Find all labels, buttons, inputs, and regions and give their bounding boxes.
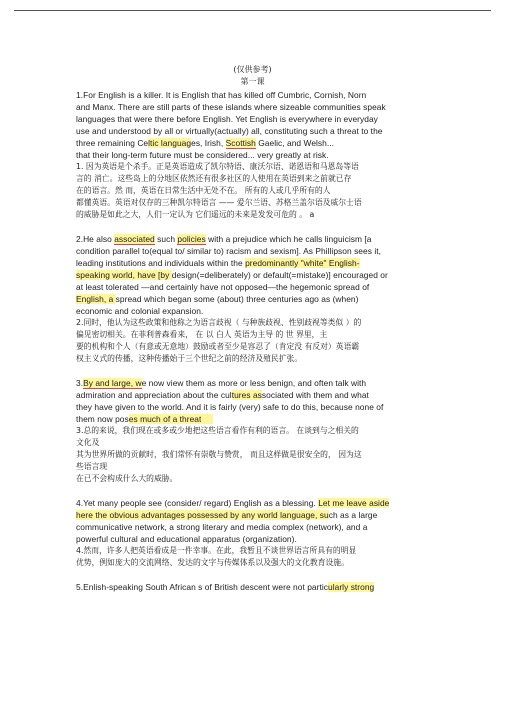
highlight: associated xyxy=(114,234,155,244)
spacer xyxy=(76,569,436,581)
text-line: use and understood by all or virtually(actually) all, constituting such a threat to the xyxy=(76,126,383,136)
translation-line: 其为世界所做的贡献时，我们常怀有崇敬与赞赏， 而且这样做是很安全的， 因为这 xyxy=(76,450,362,459)
highlight: tures as xyxy=(231,390,262,400)
text-run: es, Irish, xyxy=(191,138,226,148)
text-line xyxy=(76,377,436,389)
highlight: speaking world, have [by xyxy=(76,270,172,280)
text-line: economic and colonial expansion. xyxy=(76,306,204,316)
translation-line: 在的语言。然 而，英语在日常生活中无处不在。 所有的人或几乎所有的人 xyxy=(76,186,331,195)
highlight: ularly strong xyxy=(328,582,375,592)
text-run: 3. xyxy=(76,378,84,388)
paragraph-1 xyxy=(76,89,436,221)
text-run: Gaelic, and Welsh... xyxy=(255,138,335,148)
paragraph-4 xyxy=(76,497,436,569)
translation-line: 2.同时，他认为这些政策和他称之为语言歧视（ 与种族歧视、性别歧视等类似 ）的 xyxy=(76,318,362,327)
highlight: predominantly "white" English- xyxy=(245,258,360,268)
text-line xyxy=(76,581,436,593)
translation-line: 优势，例如庞大的交流网络、发达的文字与传媒体系以及强大的文化教育设施。 xyxy=(76,558,349,567)
highlight: es much of a threat xyxy=(128,414,202,424)
text-line: languages that were there before English. Yet English is everywhere in everyday xyxy=(76,114,378,124)
text-line xyxy=(76,269,436,281)
text-run: design(=deliberately) or default(=mistake)] encouraged or xyxy=(171,270,388,280)
text-line: condition parallel to(equal to/ similar to) racism and sexism]. As Phillipson sees it, xyxy=(76,246,381,256)
text-line xyxy=(76,497,436,509)
highlight: ltic languag xyxy=(148,138,192,148)
text-run: 5.Enlish-speaking South African s of British descent were not partic xyxy=(76,582,328,592)
translation-line: 3.总的来说，我们现在或多或少地把这些语言看作有利的语言。 在谈到与之相关的 xyxy=(76,426,359,435)
highlight: policies xyxy=(177,234,206,244)
text-run: admiration and appreciation about the cul xyxy=(76,390,232,400)
paragraph-3 xyxy=(76,377,436,485)
highlight xyxy=(201,414,213,424)
translation-line: 文化及 xyxy=(76,438,100,447)
translation-line: 些语言现 xyxy=(76,462,108,471)
translation-line: 都懂英语。英语对仅存的三种凯尔特语言 —— 爱尔兰语、苏格兰盖尔语及威尔士语 xyxy=(76,198,362,207)
text-line xyxy=(76,137,436,149)
paragraph-2 xyxy=(76,233,436,365)
text-line xyxy=(76,389,436,401)
spacer xyxy=(76,365,436,377)
text-run: e now view them as more or less benign, and often talk with xyxy=(141,378,367,388)
text-run: 2.He also xyxy=(76,234,115,244)
highlight: English, a xyxy=(76,294,116,304)
translation-line: 要的机构和个人（有意或无意地）鼓励或者至少是容忍了（肯定没 有反对）英语霸 xyxy=(76,342,360,351)
document-body xyxy=(76,89,436,593)
text-run: 4.Yet many people see (consider/ regard) English as a blessing. xyxy=(76,498,319,508)
lesson-title: 第一课 xyxy=(240,77,265,86)
spacer xyxy=(76,221,436,233)
translation-line: 权主义式的传播，这种传播始于三个世纪之前的经济及殖民扩张。 xyxy=(76,354,303,363)
text-line: 1.For English is a killer. It is English that has killed off Cumbric, Cornish, Norn xyxy=(76,90,367,100)
text-line xyxy=(76,413,436,425)
text-run: spread which began some (about) three centuries ago as (when) xyxy=(115,294,359,304)
text-run: with a prejudice which he calls linguicism [a xyxy=(205,234,372,244)
highlight: Let me leave aside xyxy=(318,498,390,508)
text-run: ch as a large xyxy=(328,510,378,520)
highlight: Scottish xyxy=(225,138,256,148)
translation-line: 1. 因为英语是个杀手。正是英语造成了凯尔特语、康沃尔语、诺恩语和马恩岛等语 xyxy=(76,162,359,171)
text-run: sociated with them and what xyxy=(261,390,369,400)
text-line xyxy=(76,233,436,245)
text-line: they have given to the world. And it is fairly (very) safe to do this, because none of xyxy=(76,402,384,412)
top-rule xyxy=(14,10,491,11)
paragraph-5 xyxy=(76,581,436,593)
note-label: (仅供参考) xyxy=(233,65,272,74)
translation-line: 的威胁是如此之大，人们一定认为 它们遥远的未来是发发可危的 。 a xyxy=(76,210,315,219)
translation-line: 偏见密切相关。在菲利普森看来， 在 以 白人 英语为主导 的 世 界里，主 xyxy=(76,330,328,339)
highlight: here the obvious advantages possessed by any world language, su xyxy=(76,510,329,520)
text-line: at least tolerated —and certainly have not opposed—the hegemonic spread of xyxy=(76,282,370,292)
text-run: them now pos xyxy=(76,414,129,424)
translation-line: 言的 消亡。这些岛上的分地区依然还有很多社区的人使用在英语到来之前就已存 xyxy=(76,174,352,183)
text-run: three remaining Ce xyxy=(76,138,149,148)
translation-line: 在已不会构成什么大的威胁。 xyxy=(76,474,178,483)
text-line: and Manx. There are still parts of these islands where sizeable communities speak xyxy=(76,102,386,112)
text-line xyxy=(76,293,436,305)
text-line xyxy=(76,257,436,269)
translation-line: 4.然而，许多人把英语看成是一件幸事。在此，我暂且不谈世界语言所具有的明显 xyxy=(76,546,357,555)
text-run: such xyxy=(154,234,178,244)
text-line: that their long-term future must be considered... very greatly at risk. xyxy=(76,150,329,160)
text-line: powerful cultural and educational apparatus (organization). xyxy=(76,534,297,544)
highlight: By and large, w xyxy=(83,378,142,388)
text-run: leading institutions and individuals within the xyxy=(76,258,246,268)
text-line: communicative network, a strong literary and media complex (network), and a xyxy=(76,522,368,532)
text-line xyxy=(76,509,436,521)
spacer xyxy=(76,485,436,497)
